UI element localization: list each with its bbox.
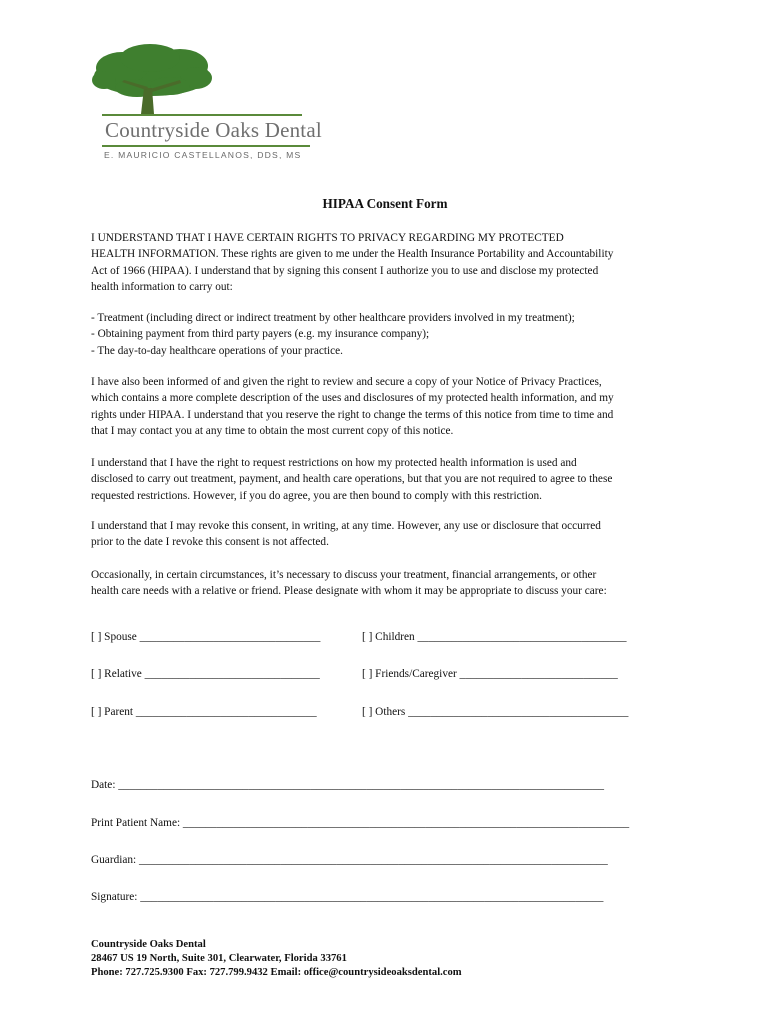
list-item: - The day-to-day healthcare operations of your practice. bbox=[91, 344, 343, 357]
spouse-option[interactable]: [ ] Spouse ________________________________ bbox=[91, 631, 321, 643]
text-line: health information to carry out: bbox=[91, 280, 233, 293]
text-line: I have also been informed of and given the right to review and secure a copy of your Notice of Privacy Practices, bbox=[91, 376, 602, 388]
text-line: that I may contact you at any time to obtain the most current copy of this notice. bbox=[91, 424, 454, 437]
parent-option[interactable]: [ ] Parent ________________________________ bbox=[91, 706, 317, 718]
text-line: prior to the date I revoke this consent is not affected. bbox=[91, 536, 329, 549]
designate-paragraph bbox=[91, 567, 681, 600]
list-item: - Obtaining payment from third party payers (e.g. my insurance company); bbox=[91, 328, 430, 341]
purpose-list bbox=[91, 310, 681, 359]
text-line: I understand that I have the right to request restrictions on how my protected health information is used and bbox=[91, 457, 577, 469]
others-option[interactable]: [ ] Others _______________________________________ bbox=[362, 706, 629, 718]
text-line: I understand that I may revoke this consent, in writing, at any time. However, any use or disclosure that occurred bbox=[91, 520, 601, 532]
text-line: requested restrictions. However, if you do agree, you are then bound to comply with this restriction. bbox=[91, 489, 542, 502]
oak-tree-icon bbox=[92, 38, 312, 118]
friends-caregiver-option[interactable]: [ ] Friends/Caregiver ____________________________ bbox=[362, 668, 618, 680]
restrictions-paragraph bbox=[91, 455, 681, 504]
text-line: I UNDERSTAND THAT I HAVE CERTAIN RIGHTS TO PRIVACY REGARDING MY PROTECTED bbox=[91, 232, 564, 244]
text-line: HEALTH INFORMATION. These rights are given to me under the Health Insurance Portability and Accountability bbox=[91, 248, 614, 261]
signature-field[interactable]: Signature: __________________________________________________________________________________ bbox=[91, 891, 604, 903]
privacy-notice-paragraph bbox=[91, 374, 681, 439]
patient-name-field[interactable]: Print Patient Name: _______________________________________________________________________________ bbox=[91, 817, 630, 829]
practice-footer bbox=[91, 938, 462, 980]
text-line: rights under HIPAA. I understand that you reserve the right to change the terms of this notice from time to time and bbox=[91, 408, 614, 421]
rights-paragraph bbox=[91, 230, 681, 295]
text-line: which contains a more complete description of the uses and disclosures of my protected health information, and my bbox=[91, 392, 614, 405]
logo-practice-name: Countryside Oaks Dental bbox=[105, 118, 322, 142]
logo-divider bbox=[102, 145, 310, 147]
revoke-paragraph bbox=[91, 518, 681, 551]
guardian-field[interactable]: Guardian: ___________________________________________________________________________________ bbox=[91, 854, 608, 866]
text-line: Occasionally, in certain circumstances, it’s necessary to discuss your treatment, financial arrangements, or other bbox=[91, 569, 597, 581]
text-line: health care needs with a relative or friend. Please designate with whom it may be appropriate to discuss your care: bbox=[91, 585, 607, 598]
text-line: Act of 1966 (HIPAA). I understand that by signing this consent I authorize you to use and disclose my protected bbox=[91, 264, 599, 277]
children-option[interactable]: [ ] Children _____________________________________ bbox=[362, 631, 627, 643]
practice-logo bbox=[92, 38, 312, 168]
list-item: - Treatment (including direct or indirect treatment by other healthcare providers involved in my treatment); bbox=[91, 312, 575, 324]
logo-doctor-name: E. MAURICIO CASTELLANOS, DDS, MS bbox=[104, 150, 302, 160]
form-title: HIPAA Consent Form bbox=[322, 196, 448, 211]
date-field[interactable]: Date: ______________________________________________________________________________________ bbox=[91, 779, 605, 791]
footer-address: 28467 US 19 North, Suite 301, Clearwater, Florida 33761 bbox=[91, 953, 347, 964]
footer-contact: Phone: 727.725.9300 Fax: 727.799.9432 Email: office@countrysideoaksdental.com bbox=[91, 967, 462, 978]
relative-option[interactable]: [ ] Relative _______________________________ bbox=[91, 668, 320, 680]
text-line: disclosed to carry out treatment, payment, and health care operations, but that you are not required to agree to these bbox=[91, 473, 613, 486]
footer-name: Countryside Oaks Dental bbox=[91, 939, 206, 950]
